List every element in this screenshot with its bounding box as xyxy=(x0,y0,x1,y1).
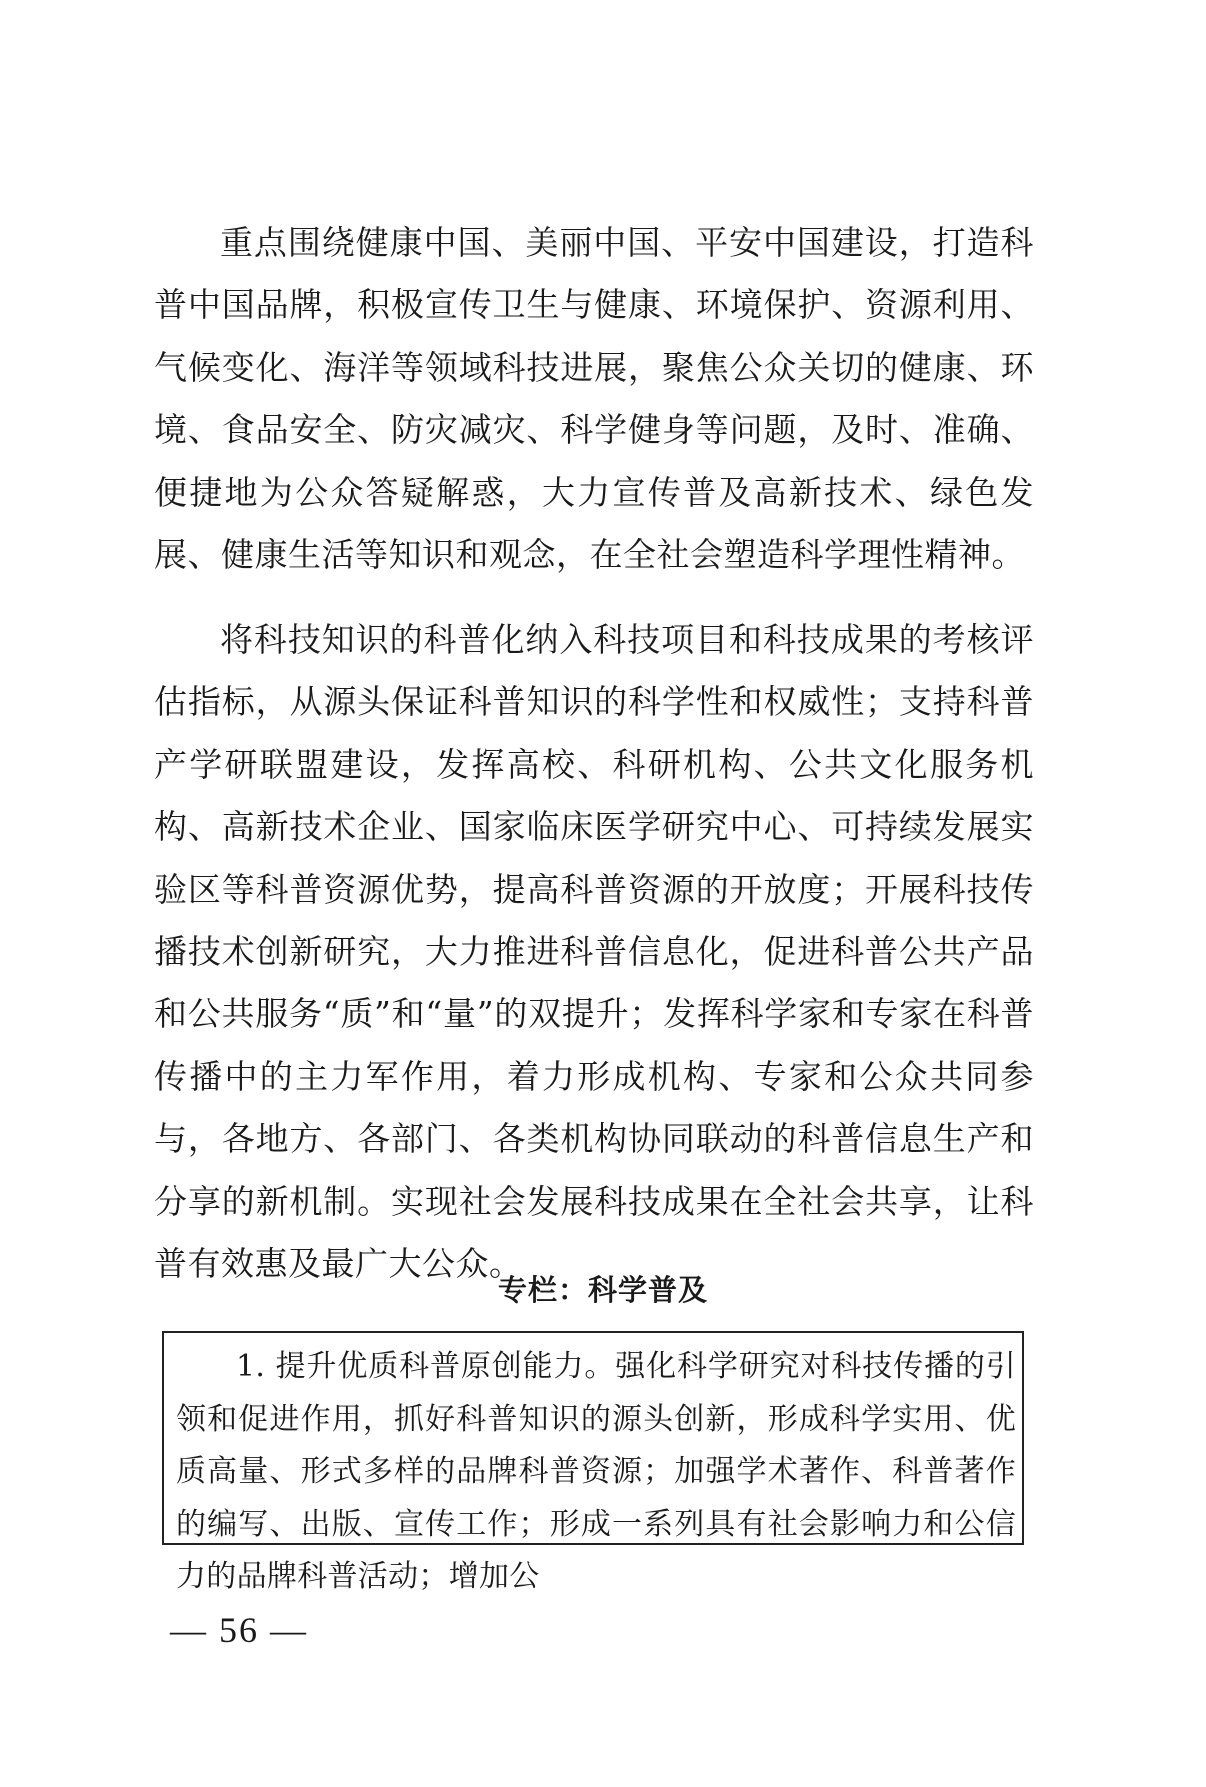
paragraph-text: 重点围绕健康中国、美丽中国、平安中国建设，打造科普中国品牌，积极宣传卫生与健康、环境保护、资源利用、气候变化、海洋等领域科技进展，聚焦公众关切的健康、环境、食品安全、防灾减灾、科学健身等问题，及时、准确、便捷地为公众答疑解惑，大力宣传普及高新技术、绿色发展、健康生活等知识和观念，在全社会塑造科学理性精神。 xyxy=(154,223,1034,575)
paragraph-2 xyxy=(154,609,1034,1295)
paragraph-1 xyxy=(154,212,1034,586)
page-number: — 56 — xyxy=(170,1610,308,1650)
column-box-text: 1. 提升优质科普原创能力。强化科学研究对科技传播的引领和促进作用，抓好科普知识的源头创新，形成科学实用、优质高量、形式多样的品牌科普资源；加强学术著作、科普著作的编写、出版、宣传工作；形成一系列具有社会影响力和公信力的品牌科普活动；增加公 xyxy=(176,1349,1016,1594)
column-box xyxy=(162,1331,1024,1594)
column-title: 专栏：科学普及 xyxy=(497,1273,708,1307)
paragraph-text: 将科技知识的科普化纳入科技项目和科技成果的考核评估指标，从源头保证科普知识的科学性和权威性；支持科普产学研联盟建设，发挥高校、科研机构、公共文化服务机构、高新技术企业、国家临床医学研究中心、可持续发展实验区等科普资源优势，提高科普资源的开放度；开展科技传播技术创新研究，大力推进科普信息化，促进科普公共产品和公共服务“质”和“量”的双提升；发挥科学家和专家在科普传播中的主力军作用，着力形成机构、专家和公众共同参与，各地方、各部门、各类机构协同联动的科普信息生产和分享的新机制。实现社会发展科技成果在全社会共享，让科普有效惠及最广大公众。 xyxy=(154,620,1034,1284)
